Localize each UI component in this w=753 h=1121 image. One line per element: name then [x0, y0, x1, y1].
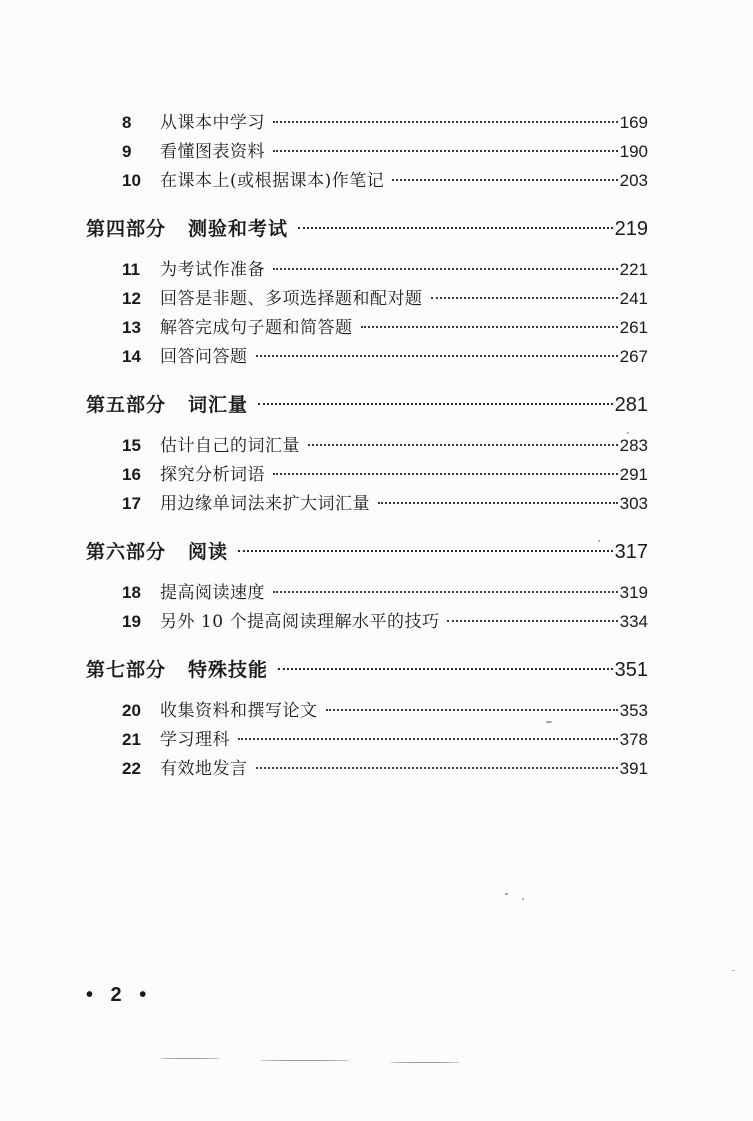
chapter-page-number: 169: [619, 113, 648, 132]
dot-leader: [431, 297, 618, 299]
chapter-number: 19: [122, 612, 141, 631]
chapter-page-number: 334: [619, 612, 648, 631]
chapter-title: 另外 10 个提高阅读理解水平的技巧: [160, 612, 440, 632]
chapter-number: 10: [122, 171, 141, 190]
dot-leader: [273, 268, 618, 270]
chapter-number: 13: [122, 318, 141, 337]
toc-part-5[interactable]: [86, 387, 648, 423]
toc-chapter-13[interactable]: [86, 313, 648, 342]
toc-chapter-17[interactable]: [86, 489, 648, 518]
dot-leader: [256, 767, 618, 769]
dot-leader: [361, 326, 618, 328]
chapter-number: 22: [122, 759, 141, 778]
dot-leader: [392, 179, 617, 181]
chapter-title: 估计自己的词汇量: [160, 436, 300, 456]
toc-chapter-15[interactable]: [86, 431, 648, 460]
toc-chapter-11[interactable]: [86, 255, 648, 284]
chapter-title: 从课本中学习: [160, 113, 265, 133]
chapter-number: 15: [122, 436, 141, 455]
toc-chapter-12[interactable]: [86, 284, 648, 313]
part-page-number: 281: [614, 394, 648, 416]
toc-chapter-9[interactable]: [86, 137, 648, 166]
chapter-number: 11: [122, 260, 140, 279]
part-label: 第七部分: [86, 659, 167, 681]
chapter-number: 21: [122, 730, 141, 749]
chapter-page-number: 283: [619, 436, 648, 455]
dot-leader: [258, 403, 613, 405]
chapter-number: 16: [122, 465, 141, 484]
chapter-title: 提高阅读速度: [160, 583, 265, 603]
toc-chapter-8[interactable]: [86, 108, 648, 137]
dot-leader: [378, 502, 618, 504]
chapter-number: 17: [122, 494, 141, 513]
part-page-number: 317: [614, 541, 648, 563]
chapter-page-number: 391: [619, 759, 648, 778]
chapter-title: 解答完成句子题和简答题: [160, 318, 353, 338]
chapter-page-number: 303: [619, 494, 648, 513]
page-number-footer: • 2 •: [86, 984, 153, 1006]
part-label: 第六部分: [86, 541, 167, 563]
chapter-title: 在课本上(或根据课本)作笔记: [160, 171, 385, 191]
part-page-number: 219: [614, 218, 648, 240]
chapter-title: 看懂图表资料: [160, 142, 265, 162]
toc-chapter-21[interactable]: [86, 725, 648, 754]
part-title: 阅读: [188, 541, 229, 563]
toc-part-4[interactable]: [86, 211, 648, 247]
dot-leader: [326, 709, 618, 711]
part-page-number: 351: [614, 659, 648, 681]
part-title: 测验和考试: [188, 218, 289, 240]
chapter-page-number: 291: [619, 465, 648, 484]
chapter-page-number: 221: [619, 260, 648, 279]
chapter-number: 18: [122, 583, 141, 602]
dot-leader: [298, 227, 613, 229]
dot-leader: [238, 550, 613, 552]
part-title: 词汇量: [188, 394, 249, 416]
chapter-title: 收集资料和撰写论文: [160, 701, 318, 721]
toc-part-7[interactable]: [86, 652, 648, 688]
toc-chapter-16[interactable]: [86, 460, 648, 489]
toc-chapter-22[interactable]: [86, 754, 648, 783]
chapter-number: 12: [122, 289, 141, 308]
chapter-title: 回答是非题、多项选择题和配对题: [160, 289, 423, 309]
chapter-title: 为考试作准备: [160, 260, 265, 280]
chapter-number: 8: [122, 113, 132, 132]
chapter-number: 14: [122, 347, 141, 366]
dot-leader: [238, 738, 618, 740]
chapter-page-number: 203: [619, 171, 648, 190]
chapter-title: 有效地发言: [160, 759, 248, 779]
toc-chapter-14[interactable]: [86, 342, 648, 371]
chapter-page-number: 378: [619, 730, 648, 749]
chapter-number: 9: [122, 142, 132, 161]
chapter-title: 学习理科: [160, 730, 230, 750]
dot-leader: [308, 444, 618, 446]
toc-chapter-18[interactable]: [86, 578, 648, 607]
chapter-page-number: 241: [619, 289, 648, 308]
chapter-number: 20: [122, 701, 141, 720]
toc-part-6[interactable]: [86, 534, 648, 570]
table-of-contents: [86, 108, 648, 783]
toc-chapter-19[interactable]: [86, 607, 648, 636]
dot-leader: [278, 668, 613, 670]
chapter-title: 回答问答题: [160, 347, 248, 367]
chapter-title: 探究分析词语: [160, 465, 265, 485]
chapter-title: 用边缘单词法来扩大词汇量: [160, 494, 370, 514]
toc-chapter-10[interactable]: [86, 166, 648, 195]
chapter-page-number: 190: [619, 142, 648, 161]
chapter-page-number: 267: [619, 347, 648, 366]
part-title: 特殊技能: [188, 659, 269, 681]
chapter-page-number: 319: [619, 583, 648, 602]
part-label: 第四部分: [86, 218, 167, 240]
dot-leader: [273, 473, 618, 475]
toc-chapter-20[interactable]: [86, 696, 648, 725]
part-label: 第五部分: [86, 394, 167, 416]
chapter-page-number: 261: [619, 318, 648, 337]
dot-leader: [273, 591, 618, 593]
dot-leader: [273, 121, 618, 123]
dot-leader: [256, 355, 618, 357]
dot-leader: [447, 620, 617, 622]
chapter-page-number: 353: [619, 701, 648, 720]
dot-leader: [273, 150, 618, 152]
